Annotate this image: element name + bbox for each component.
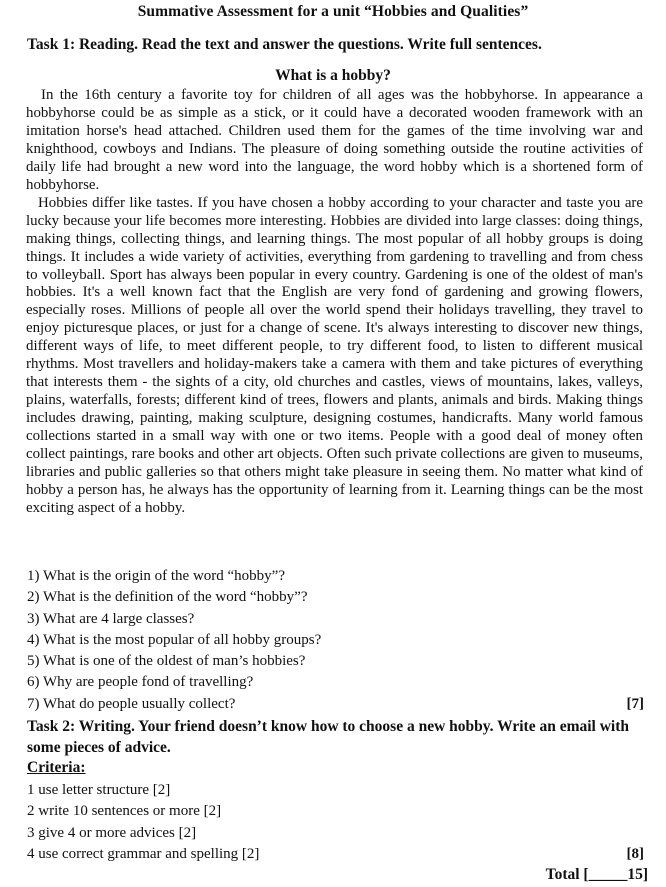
- criteria-title: Criteria:: [27, 759, 86, 776]
- question-item-last: [27, 694, 644, 715]
- criteria-list: [27, 780, 644, 865]
- reading-passage: [26, 87, 643, 518]
- total-score: Total [_____15]: [545, 866, 648, 883]
- task1-heading: Task 1: Reading. Read the text and answer the questions. Write full sentences.: [27, 36, 542, 53]
- criteria-item: 1 use letter structure [2]: [27, 782, 171, 798]
- passage-paragraph-2: Hobbies differ like tastes. If you have chosen a hobby according to your character and taste you are lucky because your life becomes more interesting. Hobbies are divided into large classes: doing things, making things, collecting things, and learning things. The most popular of all hobby groups is doing things. It includes a wide variety of activities, everything from gardening to travelling and from chess to volleyball. Sport has always been popular in every country. Gardening is one of the oldest of man's hobbies. It's a well known fact that the English are very fond of gardening and growing flowers, especially roses. Millions of people all over the world spend their holidays travelling, they travel to enjoy picturesque places, or just for a change of scene. It's always interesting to discover new things, different ways of life, to meet different people, to try different food, to listen to different musical rhythms. Most travellers and holiday-makers take a camera with them and take pictures of everything that interests them - the sights of a city, old churches and castles, views of mountains, lakes, valleys, plains, waterfalls, forests; different kind of trees, flowers and plants, animals and birds. Making things includes drawing, painting, making sculpture, designing costumes, handicrafts. Many world famous collections started in a small way with one or two items. People with a good deal of money often collect paintings, rare books and other art objects. Often such private collections are given to museums, libraries and public galleries so that others might take pleasure in seeing them. No matter what kind of hobby a person has, he always has the opportunity of learning from it. Learning things can be the most exciting aspect of a hobby.: [26, 194, 643, 516]
- question-item: 2) What is the definition of the word “hobby”?: [27, 589, 308, 606]
- question-list: [27, 566, 644, 715]
- criteria-text: 4 use correct grammar and spelling [2]: [27, 845, 260, 862]
- document-title: Summative Assessment for a unit “Hobbies and Qualities”: [137, 3, 529, 20]
- reading-text-title: What is a hobby?: [275, 67, 391, 84]
- criteria-item-last: [27, 844, 644, 865]
- question-item: 1) What is the origin of the word “hobby”?: [27, 568, 285, 584]
- criteria-item: 2 write 10 sentences or more [2]: [27, 803, 222, 820]
- question-text: 7) What do people usually collect?: [27, 695, 236, 712]
- passage-paragraph-1: In the 16th century a favorite toy for children of all ages was the hobbyhorse. In appearance a hobbyhorse could be as simple as a stick, or it could have a decorated wooden framework with an imitation horse's head attached. Children used them for the games of the time involving war and knighthood, cowboys and Indians. The pleasure of doing something outside the routine activities of daily life had brought a new word into the language, the word hobby which is a shortened form of hobbyhorse.: [26, 87, 643, 193]
- question-item: 5) What is one of the oldest of man’s hobbies?: [27, 653, 306, 670]
- question-item: 3) What are 4 large classes?: [27, 610, 195, 627]
- question-item: 4) What is the most popular of all hobby groups?: [27, 631, 322, 648]
- task2-heading: Task 2: Writing. Your friend doesn’t know how to choose a new hobby. Write an email with some pieces of advice.: [27, 718, 630, 756]
- task2-score: [8]: [626, 845, 644, 862]
- criteria-item: 3 give 4 or more advices [2]: [27, 824, 197, 841]
- task1-score: [7]: [626, 695, 644, 712]
- question-item: 6) Why are people fond of travelling?: [27, 674, 254, 691]
